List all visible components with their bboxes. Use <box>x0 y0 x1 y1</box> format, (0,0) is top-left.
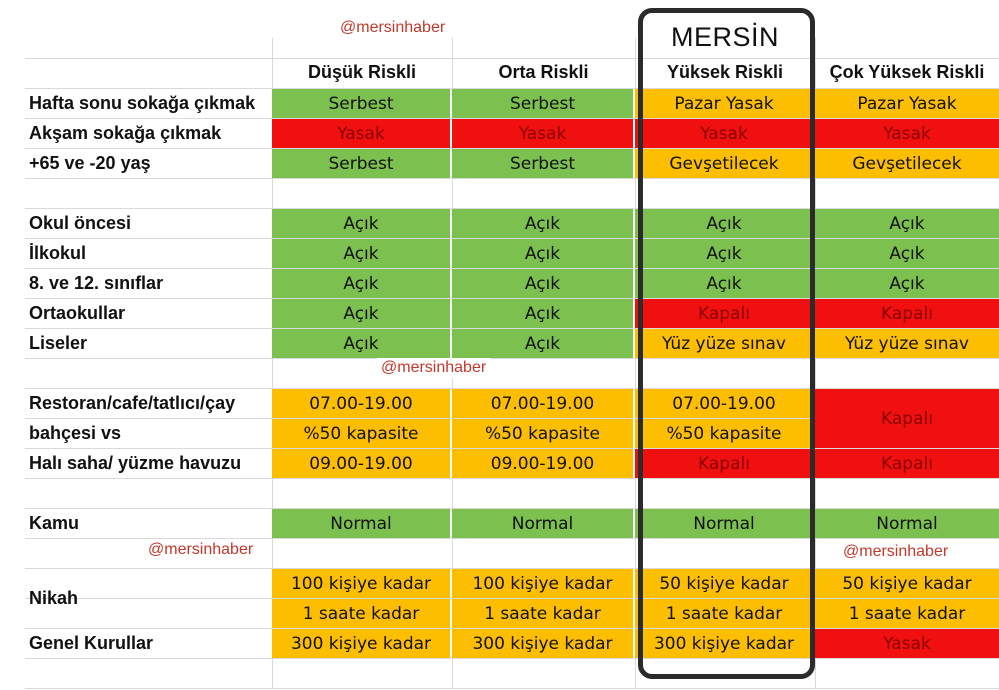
status-cell: Yasak <box>635 119 813 148</box>
status-cell: %50 kapasite <box>635 419 813 448</box>
row-label: Akşam sokağa çıkmak <box>29 122 222 143</box>
row-label: Hafta sonu sokağa çıkmak <box>29 92 256 113</box>
grid-row-line <box>25 358 999 359</box>
row-label: Restoran/cafe/tatlıcı/çay <box>29 392 236 413</box>
status-cell: Serbest <box>272 89 450 118</box>
status-cell: Serbest <box>272 149 450 178</box>
status-cell: Gevşetilecek <box>815 149 999 178</box>
row-label: Kamu <box>29 512 80 533</box>
status-cell: Yasak <box>272 119 450 148</box>
status-cell: 100 kişiye kadar <box>272 569 450 598</box>
status-cell: %50 kapasite <box>272 419 450 448</box>
row-label: İlkokul <box>29 242 87 263</box>
watermark-left: @mersinhaber <box>144 540 257 560</box>
status-cell: Açık <box>272 269 450 298</box>
status-cell: Açık <box>815 239 999 268</box>
grid-row-line <box>25 178 999 179</box>
status-cell: Yasak <box>815 119 999 148</box>
watermark-middle: @mersinhaber <box>377 358 490 378</box>
status-cell: Serbest <box>452 89 633 118</box>
status-cell: 09.00-19.00 <box>272 449 450 478</box>
status-cell: Açık <box>452 239 633 268</box>
status-cell: Yasak <box>452 119 633 148</box>
grid-row-line <box>25 478 999 479</box>
row-label: Halı saha/ yüzme havuzu <box>29 452 242 473</box>
status-cell: Açık <box>272 329 450 358</box>
status-cell: 1 saate kadar <box>815 599 999 628</box>
status-cell: 07.00-19.00 <box>635 389 813 418</box>
status-cell: 1 saate kadar <box>272 599 450 628</box>
status-cell: Açık <box>272 239 450 268</box>
status-cell: Açık <box>635 269 813 298</box>
grid-row-line <box>25 688 999 689</box>
status-cell: 50 kişiye kadar <box>635 569 813 598</box>
grid-row-line <box>25 538 999 539</box>
header-very-high-risk: Çok Yüksek Riskli <box>829 61 985 82</box>
status-cell: Açık <box>815 209 999 238</box>
status-cell: Pazar Yasak <box>815 89 999 118</box>
status-cell: Açık <box>272 209 450 238</box>
status-cell: 300 kişiye kadar <box>272 629 450 658</box>
status-cell: Kapalı <box>815 449 999 478</box>
status-cell: 100 kişiye kadar <box>452 569 633 598</box>
row-label: Ortaokullar <box>29 302 126 323</box>
status-cell: %50 kapasite <box>452 419 633 448</box>
status-cell: Kapalı <box>635 449 813 478</box>
status-cell: Kapalı <box>815 389 999 448</box>
row-label: Genel Kurullar <box>29 632 154 653</box>
status-cell: 07.00-19.00 <box>452 389 633 418</box>
status-cell: Açık <box>452 209 633 238</box>
status-cell: Yüz yüze sınav <box>815 329 999 358</box>
status-cell: Gevşetilecek <box>635 149 813 178</box>
status-cell: 07.00-19.00 <box>272 389 450 418</box>
status-cell: Pazar Yasak <box>635 89 813 118</box>
status-cell: Açık <box>452 329 633 358</box>
header-medium-risk: Orta Riskli <box>498 61 589 82</box>
status-cell: Serbest <box>452 149 633 178</box>
highlight-label: MERSİN <box>670 21 779 52</box>
status-cell: 300 kişiye kadar <box>635 629 813 658</box>
watermark-top: @mersinhaber <box>336 18 449 38</box>
status-cell: 1 saate kadar <box>452 599 633 628</box>
status-cell: Açık <box>452 269 633 298</box>
status-cell: Kapalı <box>815 299 999 328</box>
status-cell: Yasak <box>815 629 999 658</box>
header-low-risk: Düşük Riskli <box>307 61 417 82</box>
header-high-risk: Yüksek Riskli <box>666 61 784 82</box>
row-label: Okul öncesi <box>29 212 132 233</box>
status-cell: 1 saate kadar <box>635 599 813 628</box>
status-cell: Açık <box>452 299 633 328</box>
watermark-right: @mersinhaber <box>839 542 952 562</box>
status-cell: Kapalı <box>635 299 813 328</box>
row-label: Nikah <box>29 587 79 608</box>
status-cell: 300 kişiye kadar <box>452 629 633 658</box>
status-cell: Yüz yüze sınav <box>635 329 813 358</box>
status-cell: Açık <box>635 209 813 238</box>
row-label: Liseler <box>29 332 88 353</box>
status-cell: Açık <box>272 299 450 328</box>
status-cell: Normal <box>815 509 999 538</box>
status-cell: Açık <box>815 269 999 298</box>
status-cell: 50 kişiye kadar <box>815 569 999 598</box>
status-cell: Normal <box>272 509 450 538</box>
row-label: 8. ve 12. sınıflar <box>29 272 164 293</box>
row-label: bahçesi vs <box>29 422 122 443</box>
grid-row-line <box>25 658 999 659</box>
status-cell: 09.00-19.00 <box>452 449 633 478</box>
status-cell: Normal <box>452 509 633 538</box>
row-label: +65 ve -20 yaş <box>29 152 151 173</box>
status-cell: Açık <box>635 239 813 268</box>
status-cell: Normal <box>635 509 813 538</box>
